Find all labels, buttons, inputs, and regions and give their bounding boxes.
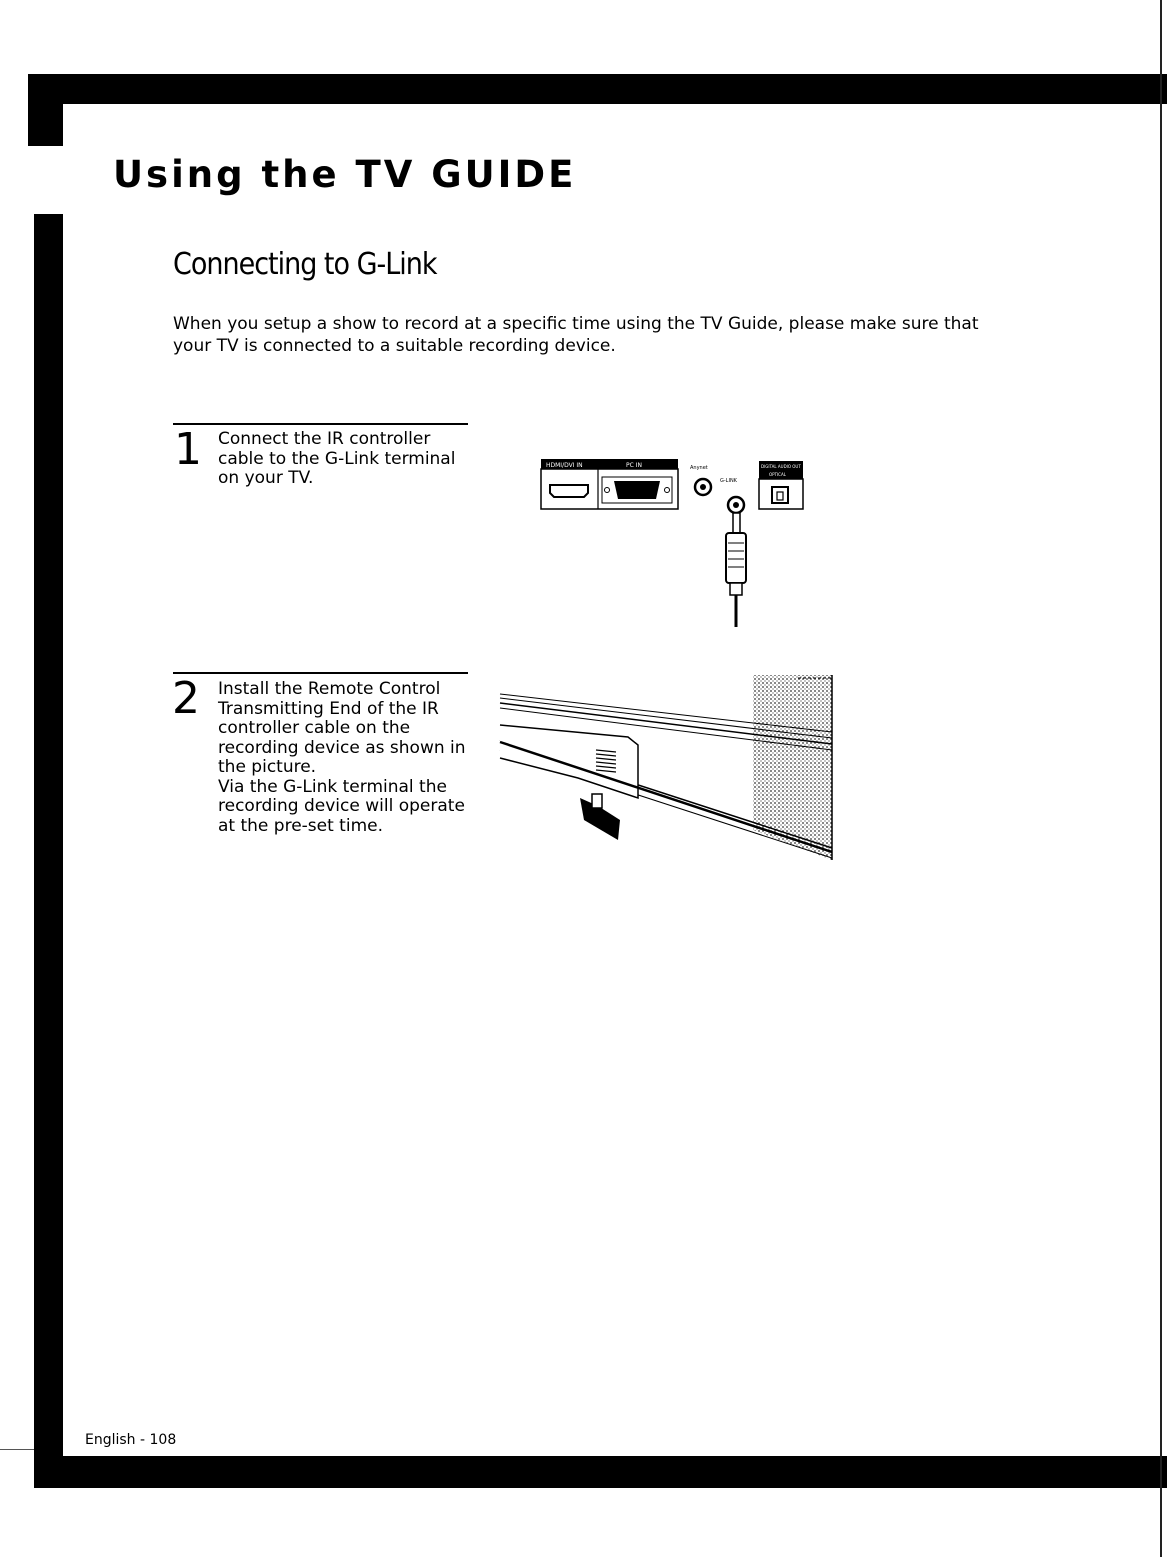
anynet-label: Anynet — [690, 465, 708, 471]
left-border-bar-top — [28, 74, 63, 146]
step-1-number: 1 — [174, 424, 202, 475]
step-1-text: Connect the IR controller cable to the G-Link terminal on your TV. — [218, 429, 456, 488]
top-border-bar — [28, 74, 1167, 104]
right-edge-line — [1160, 0, 1162, 1557]
optical-label-top: DIGITAL AUDIO OUT — [761, 464, 801, 469]
bottom-border-bar — [34, 1456, 1167, 1488]
footer-margin-rule — [0, 1449, 34, 1450]
section-title: Connecting to G-Link — [173, 247, 437, 282]
step-2-number: 2 — [172, 673, 200, 724]
intro-paragraph: When you setup a show to record at a specific time using the TV Guide, please make sure that your TV is connected to a suitable recording device. — [173, 314, 979, 356]
step-1-rule — [173, 423, 468, 425]
page-title: Using the TV GUIDE — [113, 153, 577, 196]
pc-label: PC IN — [626, 462, 642, 469]
recording-device-figure — [498, 670, 838, 862]
hdmi-label: HDMI/DVI IN — [546, 462, 583, 469]
optical-panel — [759, 461, 803, 509]
rca-plug-icon — [726, 513, 746, 627]
step-2-text: Install the Remote Control Transmitting End of the IR controller cable on the recording device as shown in the picture. Via the G-Link terminal the recording device will operate at the pre-set time. — [218, 679, 466, 836]
page-number: English - 108 — [85, 1432, 177, 1448]
optical-label-bottom: OPTICAL — [769, 472, 786, 477]
hdmi-port-icon — [550, 485, 588, 497]
vga-port-icon — [614, 481, 660, 499]
step-2-rule — [173, 672, 468, 674]
left-border-bar — [34, 214, 63, 1488]
optical-port-icon — [772, 487, 788, 503]
g-link-connection-figure — [540, 455, 810, 630]
hdmi-pc-panel — [541, 459, 678, 509]
g-link-label: G-LINK — [720, 478, 737, 484]
